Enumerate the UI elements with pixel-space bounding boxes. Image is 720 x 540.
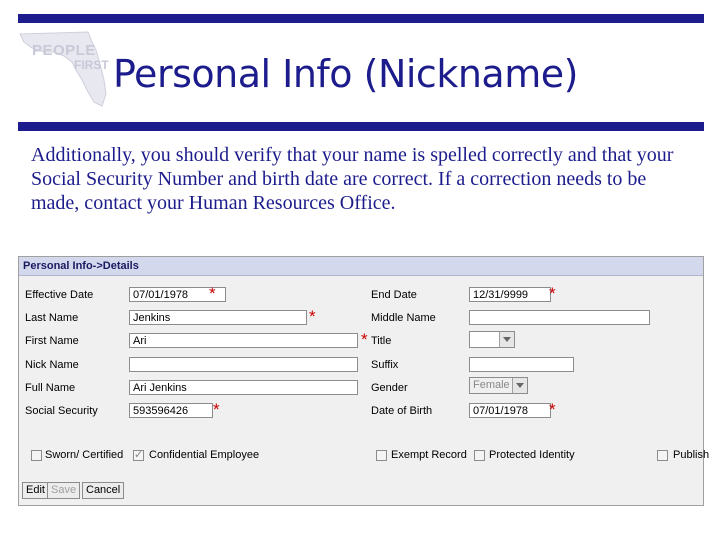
personal-info-details-panel xyxy=(18,256,710,506)
title-select[interactable] xyxy=(469,331,515,348)
title-label: Title xyxy=(371,335,392,347)
panel-header xyxy=(19,257,703,276)
required-marker: * xyxy=(213,400,220,419)
chevron-down-icon[interactable] xyxy=(499,332,514,347)
exempt-record-label: Exempt Record xyxy=(391,449,467,461)
last-name-field[interactable]: Jenkins xyxy=(129,310,307,325)
full-name-field[interactable]: Ari Jenkins xyxy=(129,380,358,395)
middle-name-label: Middle Name xyxy=(371,312,436,324)
required-marker: * xyxy=(309,307,316,326)
sworn-certified-label: Sworn/ Certified xyxy=(45,449,124,461)
panel-title: Personal Info->Details xyxy=(23,260,139,272)
first-name-label: First Name xyxy=(25,335,79,347)
date-of-birth-label: Date of Birth xyxy=(371,405,433,417)
protected-identity-checkbox[interactable] xyxy=(474,450,485,461)
confidential-employee-checkbox[interactable] xyxy=(133,450,144,461)
social-security-label: Social Security xyxy=(25,405,98,417)
required-marker: * xyxy=(209,284,216,303)
required-marker: * xyxy=(361,330,368,349)
nick-name-field[interactable] xyxy=(129,357,358,372)
cancel-button[interactable]: Cancel xyxy=(82,482,124,499)
suffix-label: Suffix xyxy=(371,359,399,371)
date-of-birth-field[interactable]: 07/01/1978 xyxy=(469,403,551,418)
publish-label: Publish xyxy=(673,449,710,461)
people-first-logo xyxy=(18,30,118,110)
first-name-field[interactable]: Ari xyxy=(129,333,358,348)
gender-select[interactable] xyxy=(469,377,528,394)
protected-identity-label: Protected Identity xyxy=(489,449,575,461)
gender-label: Gender xyxy=(371,382,408,394)
required-marker: * xyxy=(549,400,556,419)
nick-name-label: Nick Name xyxy=(25,359,79,371)
logo-text-first: FIRST xyxy=(74,58,109,72)
full-name-label: Full Name xyxy=(25,382,76,394)
end-date-field[interactable]: 12/31/9999 xyxy=(469,287,551,302)
edit-button[interactable]: Edit xyxy=(22,482,49,499)
publish-checkbox[interactable] xyxy=(657,450,668,461)
instruction-paragraph: Additionally, you should verify that your name is spelled correctly and that your Social Security Number and birth date are correct. If a correction needs to be made, contact your Human Resources Office. xyxy=(31,144,674,214)
middle-name-field[interactable] xyxy=(469,310,650,325)
chevron-down-icon[interactable] xyxy=(512,378,527,393)
top-rule xyxy=(18,14,704,23)
exempt-record-checkbox[interactable] xyxy=(376,450,387,461)
effective-date-label: Effective Date xyxy=(25,289,94,301)
social-security-field[interactable]: 593596426 xyxy=(129,403,213,418)
effective-date-field[interactable]: 07/01/1978 xyxy=(129,287,226,302)
end-date-label: End Date xyxy=(371,289,417,301)
divider-rule xyxy=(18,122,704,131)
confidential-employee-label: Confidential Employee xyxy=(149,449,260,461)
last-name-label: Last Name xyxy=(25,312,79,324)
save-button[interactable]: Save xyxy=(47,482,80,499)
required-marker: * xyxy=(549,284,556,303)
gender-select-value: Female xyxy=(473,379,510,391)
slide-title: Personal Info (Nickname) xyxy=(113,52,578,96)
suffix-field[interactable] xyxy=(469,357,574,372)
sworn-certified-checkbox[interactable] xyxy=(31,450,42,461)
logo-text-people: PEOPLE xyxy=(32,42,96,59)
